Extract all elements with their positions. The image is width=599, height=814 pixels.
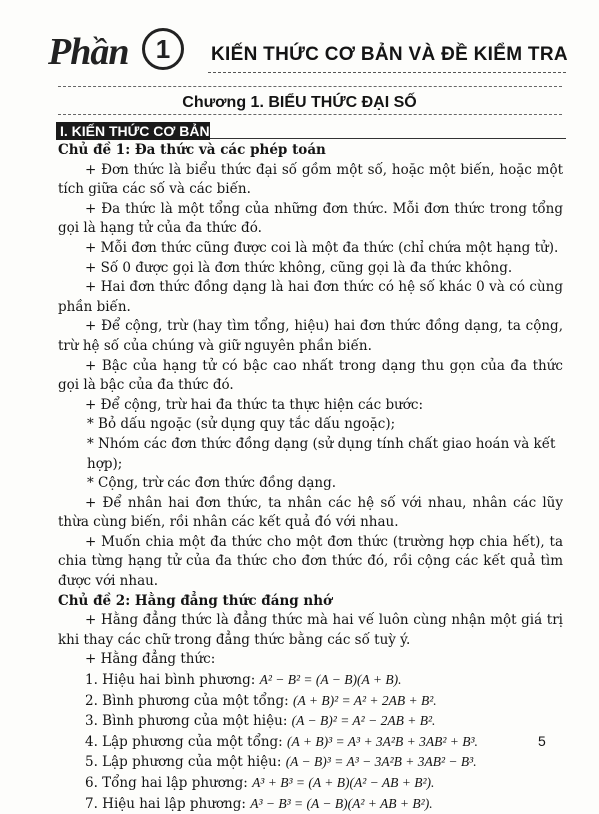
identity-formula: (A − B)² = A² − 2AB + B². (291, 713, 436, 729)
identity-label: 7. Hiệu hai lập phương: (85, 795, 246, 812)
identity-label: 4. Lập phương của một tổng: (85, 733, 283, 750)
part-number-badge: 1 (142, 28, 184, 70)
page-body (58, 141, 563, 814)
identity-label: 2. Bình phương của một tổng: (85, 692, 289, 709)
identity-formula: A³ + B³ = (A + B)(A² − AB + B²). (252, 775, 435, 790)
paragraph: + Đơn thức là biểu thức đại số gồm một số, hoặc một biến, hoặc một tích giữa các số và các biến. (58, 161, 563, 198)
chapter-divider-top (58, 86, 562, 87)
identity-item (58, 794, 563, 814)
identity-label: 3. Bình phương của một hiệu: (85, 713, 288, 730)
part-title: KIẾN THỨC CƠ BẢN VÀ ĐỀ KIỂM TRA (211, 44, 568, 65)
identity-item (58, 732, 563, 753)
paragraph: + Hai đơn thức đồng dạng là hai đơn thức có hệ số khác 0 và có cùng phần biến. (58, 279, 563, 315)
paragraph: + Số 0 được gọi là đơn thức không, cũng gọi là đa thức không. (85, 259, 513, 276)
paragraph: + Để cộng, trừ hai đa thức ta thực hiện các bước: (85, 396, 424, 413)
chapter-divider-bottom (58, 114, 562, 115)
paragraph: + Hằng đẳng thức: (85, 651, 216, 668)
paragraph: + Mỗi đơn thức cũng được coi là một đa thức (chỉ chứa một hạng tử). (85, 239, 559, 256)
step-item: * Nhóm các đơn thức đồng dạng (sử dụng tính chất giao hoán và kết hợp); (87, 435, 556, 472)
header-divider (208, 72, 566, 73)
identity-item (58, 752, 563, 773)
paragraph: + Để nhân hai đơn thức, ta nhân các hệ số với nhau, nhân các lũy thừa cùng biến, rồi nhân các kết quả đó với nhau. (58, 494, 563, 531)
paragraph: + Đa thức là một tổng của những đơn thức. Mỗi đơn thức trong tổng gọi là hạng tử của đa thức đó. (58, 200, 563, 237)
identity-formula: A³ − B³ = (A − B)(A² + AB + B²). (250, 795, 433, 811)
step-item: * Cộng, trừ các đơn thức đồng dạng. (87, 475, 337, 492)
identity-item (58, 773, 563, 794)
paragraph: + Bậc của hạng tử có bậc cao nhất trong dạng thu gọn của đa thức gọi là bậc của đa thức đó. (58, 357, 563, 394)
page-number: 5 (538, 733, 546, 749)
part-word: Phần (48, 31, 129, 73)
identity-formula: (A + B)³ = A³ + 3A²B + 3AB² + B³. (287, 733, 478, 749)
identity-formula: (A − B)³ = A³ − 3A²B + 3AB² − B³. (285, 754, 477, 770)
identity-label: 5. Lập phương của một hiệu: (85, 754, 282, 771)
section-rule (210, 138, 566, 139)
identity-label: 6. Tổng hai lập phương: (85, 775, 248, 791)
part-header (48, 26, 568, 84)
chapter-title: Chương 1. BIỂU THỨC ĐẠI SỐ (182, 94, 417, 111)
topic-title: Chủ đề 1: Đa thức và các phép toán (58, 142, 326, 158)
identity-label: 1. Hiệu hai bình phương: (85, 672, 256, 689)
paragraph: + Để cộng, trừ (hay tìm tổng, hiệu) hai đơn thức đồng dạng, ta cộng, trừ hệ số của chúng và giữ nguyên phần biến. (58, 318, 563, 354)
identity-item (58, 670, 563, 691)
identity-item (58, 711, 563, 732)
identity-item (58, 691, 563, 712)
identity-formula: A² − B² = (A − B)(A + B). (259, 672, 402, 688)
topic-title: Chủ đề 2: Hằng đẳng thức đáng nhớ (58, 592, 333, 609)
identity-formula: (A + B)² = A² + 2AB + B². (292, 692, 437, 708)
paragraph: + Muốn chia một đa thức cho một đơn thức (trường hợp chia hết), ta chia từng hạng tử của đa thức cho đơn thức đó, rồi cộng các kết quả tìm được với nhau. (58, 533, 563, 590)
paragraph: + Hằng đẳng thức là đẳng thức mà hai vế luôn cùng nhận một giá trị khi thay các chữ trong đẳng thức bằng các số tuỳ ý. (58, 612, 563, 648)
section-heading: I. KIẾN THỨC CƠ BẢN (56, 122, 210, 140)
step-item: * Bỏ dấu ngoặc (sử dụng quy tắc dấu ngoặc); (87, 416, 396, 433)
